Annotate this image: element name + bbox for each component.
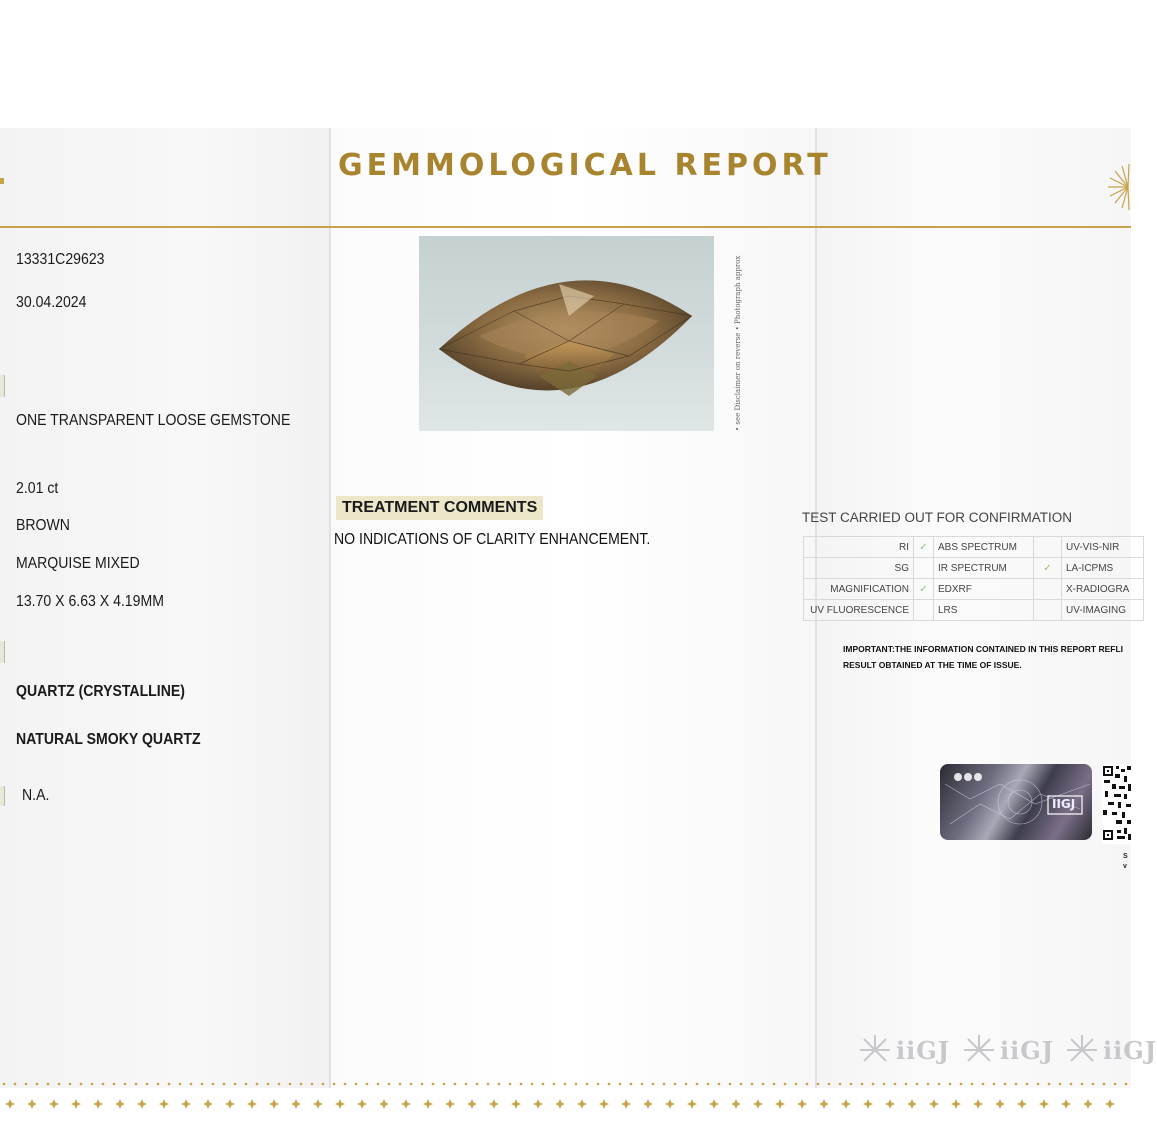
border-star: [115, 1099, 125, 1109]
shape-cut-value: MARQUISE MIXED: [16, 555, 140, 572]
decorative-border: [0, 1078, 1131, 1118]
border-star: [291, 1099, 301, 1109]
sunburst-icon: [1100, 158, 1131, 216]
table-row: [804, 600, 1144, 621]
border-dot: [674, 1083, 677, 1086]
marquise-gemstone-image: [419, 236, 714, 431]
border-dot: [795, 1083, 798, 1086]
border-dot: [916, 1083, 919, 1086]
test-name: UV FLUORESCENCE: [804, 600, 914, 621]
border-dot: [608, 1083, 611, 1086]
border-star: [489, 1099, 499, 1109]
report-date: 30.04.2024: [16, 294, 87, 311]
iigj-logo-text: iiGJ: [1000, 1035, 1055, 1065]
border-dot: [289, 1083, 292, 1086]
border-dot: [960, 1083, 963, 1086]
border-dot: [1081, 1083, 1084, 1086]
border-dot: [190, 1083, 193, 1086]
border-star: [753, 1099, 763, 1109]
check-icon: [1034, 537, 1062, 558]
border-dot: [421, 1083, 424, 1086]
iigj-logo: [858, 1030, 950, 1070]
border-dot: [311, 1083, 314, 1086]
border-star: [225, 1099, 235, 1109]
test-name: LRS: [934, 600, 1034, 621]
border-star: [709, 1099, 719, 1109]
border-dot: [487, 1083, 490, 1086]
border-dot: [718, 1083, 721, 1086]
border-dot: [377, 1083, 380, 1086]
hologram-text: IIGJ: [1052, 797, 1076, 811]
tests-title: TEST CARRIED OUT FOR CONFIRMATION: [802, 510, 1073, 525]
section-marker: [0, 786, 5, 806]
section-marker: [0, 641, 5, 663]
border-dot: [443, 1083, 446, 1086]
border-star: [687, 1099, 697, 1109]
border-dot: [300, 1083, 303, 1086]
border-dot: [619, 1083, 622, 1086]
border-dot: [993, 1083, 996, 1086]
border-dot: [1026, 1083, 1029, 1086]
border-dot: [872, 1083, 875, 1086]
species-value: QUARTZ (CRYSTALLINE): [16, 683, 185, 700]
border-dot: [828, 1083, 831, 1086]
iigj-logo-icon: [858, 1033, 892, 1067]
border-dot: [135, 1083, 138, 1086]
border-star: [467, 1099, 477, 1109]
border-dot: [91, 1083, 94, 1086]
border-star: [423, 1099, 433, 1109]
table-row: [804, 579, 1144, 600]
hologram-seal: [940, 764, 1092, 840]
check-icon: ✓: [914, 579, 934, 600]
border-dot: [432, 1083, 435, 1086]
iigj-logo-text: iiGJ: [1103, 1035, 1157, 1065]
border-dot: [25, 1083, 28, 1086]
test-name: EDXRF: [934, 579, 1034, 600]
color-value: BROWN: [16, 517, 70, 534]
report-number: 13331C29623: [16, 251, 105, 268]
border-dot: [245, 1083, 248, 1086]
iigj-logo-text: iiGJ: [896, 1035, 951, 1065]
test-name: UV-VIS-NIR: [1062, 537, 1144, 558]
border-dot: [256, 1083, 259, 1086]
border-dot: [1103, 1083, 1106, 1086]
variety-value: NATURAL SMOKY QUARTZ: [16, 731, 201, 748]
border-star: [335, 1099, 345, 1109]
gemstone-photo: [419, 236, 714, 431]
important-line2: RESULT OBTAINED AT THE TIME OF ISSUE.: [843, 660, 1022, 670]
border-dot: [80, 1083, 83, 1086]
border-star: [49, 1099, 59, 1109]
border-dot: [586, 1083, 589, 1086]
border-star: [181, 1099, 191, 1109]
border-dot: [839, 1083, 842, 1086]
border-star: [27, 1099, 37, 1109]
test-name: RI: [804, 537, 914, 558]
border-dot: [509, 1083, 512, 1086]
border-dot: [861, 1083, 864, 1086]
border-star: [379, 1099, 389, 1109]
border-dot: [685, 1083, 688, 1086]
iigj-logo: [962, 1030, 1054, 1070]
border-dot: [410, 1083, 413, 1086]
gold-divider: [0, 226, 1131, 228]
description-value: ONE TRANSPARENT LOOSE GEMSTONE: [16, 412, 291, 429]
border-dot: [278, 1083, 281, 1086]
border-dot: [894, 1083, 897, 1086]
border-dot: [597, 1083, 600, 1086]
border-dot: [58, 1083, 61, 1086]
border-star: [577, 1099, 587, 1109]
tests-table: [803, 536, 1144, 621]
border-dot: [179, 1083, 182, 1086]
test-name: MAGNIFICATION: [804, 579, 914, 600]
border-star: [203, 1099, 213, 1109]
section-marker: [0, 375, 5, 397]
border-dot: [14, 1083, 17, 1086]
watermark-logos: [858, 1030, 1157, 1070]
border-dot: [1004, 1083, 1007, 1086]
border-dot: [212, 1083, 215, 1086]
border-dot: [3, 1083, 6, 1086]
border-dot: [1070, 1083, 1073, 1086]
border-star: [1039, 1099, 1049, 1109]
border-dot: [355, 1083, 358, 1086]
border-dot: [542, 1083, 545, 1086]
border-dot: [553, 1083, 556, 1086]
border-star: [929, 1099, 939, 1109]
important-label: IMPORTANT:: [843, 644, 895, 654]
border-dot: [729, 1083, 732, 1086]
border-dot: [146, 1083, 149, 1086]
border-star: [357, 1099, 367, 1109]
border-dot: [696, 1083, 699, 1086]
border-dot: [47, 1083, 50, 1086]
border-dot: [267, 1083, 270, 1086]
check-icon: ✓: [1034, 558, 1062, 579]
border-star: [93, 1099, 103, 1109]
border-dot: [927, 1083, 930, 1086]
border-dot: [454, 1083, 457, 1086]
border-dot: [652, 1083, 655, 1086]
border-dot: [938, 1083, 941, 1086]
iigj-logo: [1065, 1030, 1157, 1070]
border-dot: [982, 1083, 985, 1086]
check-icon: ✓: [914, 537, 934, 558]
border-star: [71, 1099, 81, 1109]
border-star: [533, 1099, 543, 1109]
important-line1: THE INFORMATION CONTAINED IN THIS REPORT REFLI: [894, 644, 1124, 654]
check-icon: [1034, 600, 1062, 621]
border-dot: [1059, 1083, 1062, 1086]
test-name: LA-ICPMS: [1062, 558, 1144, 579]
test-name: ABS SPECTRUM: [934, 537, 1034, 558]
border-dot: [234, 1083, 237, 1086]
border-star: [841, 1099, 851, 1109]
border-star: [5, 1099, 15, 1109]
border-dot: [168, 1083, 171, 1086]
border-star: [731, 1099, 741, 1109]
border-dot: [531, 1083, 534, 1086]
report-title: GEMMOLOGICAL REPORT: [338, 148, 832, 183]
treatment-heading: TREATMENT COMMENTS: [336, 496, 543, 520]
border-star: [159, 1099, 169, 1109]
border-dot: [124, 1083, 127, 1086]
border-dot: [1015, 1083, 1018, 1086]
border-star: [885, 1099, 895, 1109]
border-dot: [883, 1083, 886, 1086]
border-dot: [520, 1083, 523, 1086]
border-star: [247, 1099, 257, 1109]
border-star: [1083, 1099, 1093, 1109]
border-dot: [388, 1083, 391, 1086]
border-dot: [476, 1083, 479, 1086]
border-dot: [707, 1083, 710, 1086]
border-dot: [751, 1083, 754, 1086]
border-star: [1061, 1099, 1071, 1109]
border-dot: [817, 1083, 820, 1086]
border-dot: [1092, 1083, 1095, 1086]
comments-value: N.A.: [22, 787, 50, 804]
check-icon: [914, 600, 934, 621]
border-star: [621, 1099, 631, 1109]
border-dot: [498, 1083, 501, 1086]
border-dot: [575, 1083, 578, 1086]
iigj-logo-icon: [962, 1033, 996, 1067]
border-star: [555, 1099, 565, 1109]
border-dot: [333, 1083, 336, 1086]
check-icon: [914, 558, 934, 579]
border-dot: [113, 1083, 116, 1086]
border-star: [775, 1099, 785, 1109]
border-star: [137, 1099, 147, 1109]
border-star: [907, 1099, 917, 1109]
border-dots-row: [3, 1083, 1128, 1109]
corner-mark: [0, 178, 4, 184]
test-name: X-RADIOGRA: [1062, 579, 1144, 600]
weight-value: 2.01 ct: [16, 480, 59, 497]
qr-caption-line2: v: [1123, 863, 1127, 870]
table-row: [804, 537, 1144, 558]
border-star: [797, 1099, 807, 1109]
border-dot: [201, 1083, 204, 1086]
border-dot: [399, 1083, 402, 1086]
border-dot: [949, 1083, 952, 1086]
border-dot: [663, 1083, 666, 1086]
border-dot: [1037, 1083, 1040, 1086]
border-dot: [850, 1083, 853, 1086]
border-dot: [465, 1083, 468, 1086]
border-star: [401, 1099, 411, 1109]
border-star: [313, 1099, 323, 1109]
border-dot: [564, 1083, 567, 1086]
test-name: IR SPECTRUM: [934, 558, 1034, 579]
border-star: [863, 1099, 873, 1109]
border-star: [665, 1099, 675, 1109]
border-star: [269, 1099, 279, 1109]
border-dot: [773, 1083, 776, 1086]
border-star: [599, 1099, 609, 1109]
border-dot: [223, 1083, 226, 1086]
border-dot: [630, 1083, 633, 1086]
border-star: [951, 1099, 961, 1109]
qr-code-icon: [1102, 764, 1132, 844]
border-star: [643, 1099, 653, 1109]
check-icon: [1034, 579, 1062, 600]
important-notice: [843, 641, 1143, 673]
test-name: UV-IMAGING: [1062, 600, 1144, 621]
border-dot: [322, 1083, 325, 1086]
border-dot: [366, 1083, 369, 1086]
border-dot: [157, 1083, 160, 1086]
border-dot: [762, 1083, 765, 1086]
border-star: [1105, 1099, 1115, 1109]
border-dot: [784, 1083, 787, 1086]
border-dot: [806, 1083, 809, 1086]
fold-line-left: [329, 128, 331, 1088]
border-star: [511, 1099, 521, 1109]
border-star: [995, 1099, 1005, 1109]
border-star: [973, 1099, 983, 1109]
border-dot: [641, 1083, 644, 1086]
qr-caption-line1: S: [1123, 853, 1128, 860]
border-dot: [740, 1083, 743, 1086]
border-dot: [36, 1083, 39, 1086]
border-dot: [905, 1083, 908, 1086]
border-star: [445, 1099, 455, 1109]
border-dot: [1125, 1083, 1128, 1086]
photo-caption: • see Disclaimer on reverse • Photograph approx: [734, 255, 742, 431]
treatment-text: NO INDICATIONS OF CLARITY ENHANCEMENT.: [334, 531, 651, 548]
qr-caption: [1123, 852, 1128, 872]
border-star: [1017, 1099, 1027, 1109]
border-star: [819, 1099, 829, 1109]
border-dot: [1048, 1083, 1051, 1086]
border-dot: [344, 1083, 347, 1086]
border-dot: [971, 1083, 974, 1086]
table-row: [804, 558, 1144, 579]
test-name: SG: [804, 558, 914, 579]
border-dot: [102, 1083, 105, 1086]
measurements-value: 13.70 X 6.63 X 4.19MM: [16, 593, 164, 610]
border-dot: [69, 1083, 72, 1086]
iigj-logo-icon: [1065, 1033, 1099, 1067]
border-dot: [1114, 1083, 1117, 1086]
